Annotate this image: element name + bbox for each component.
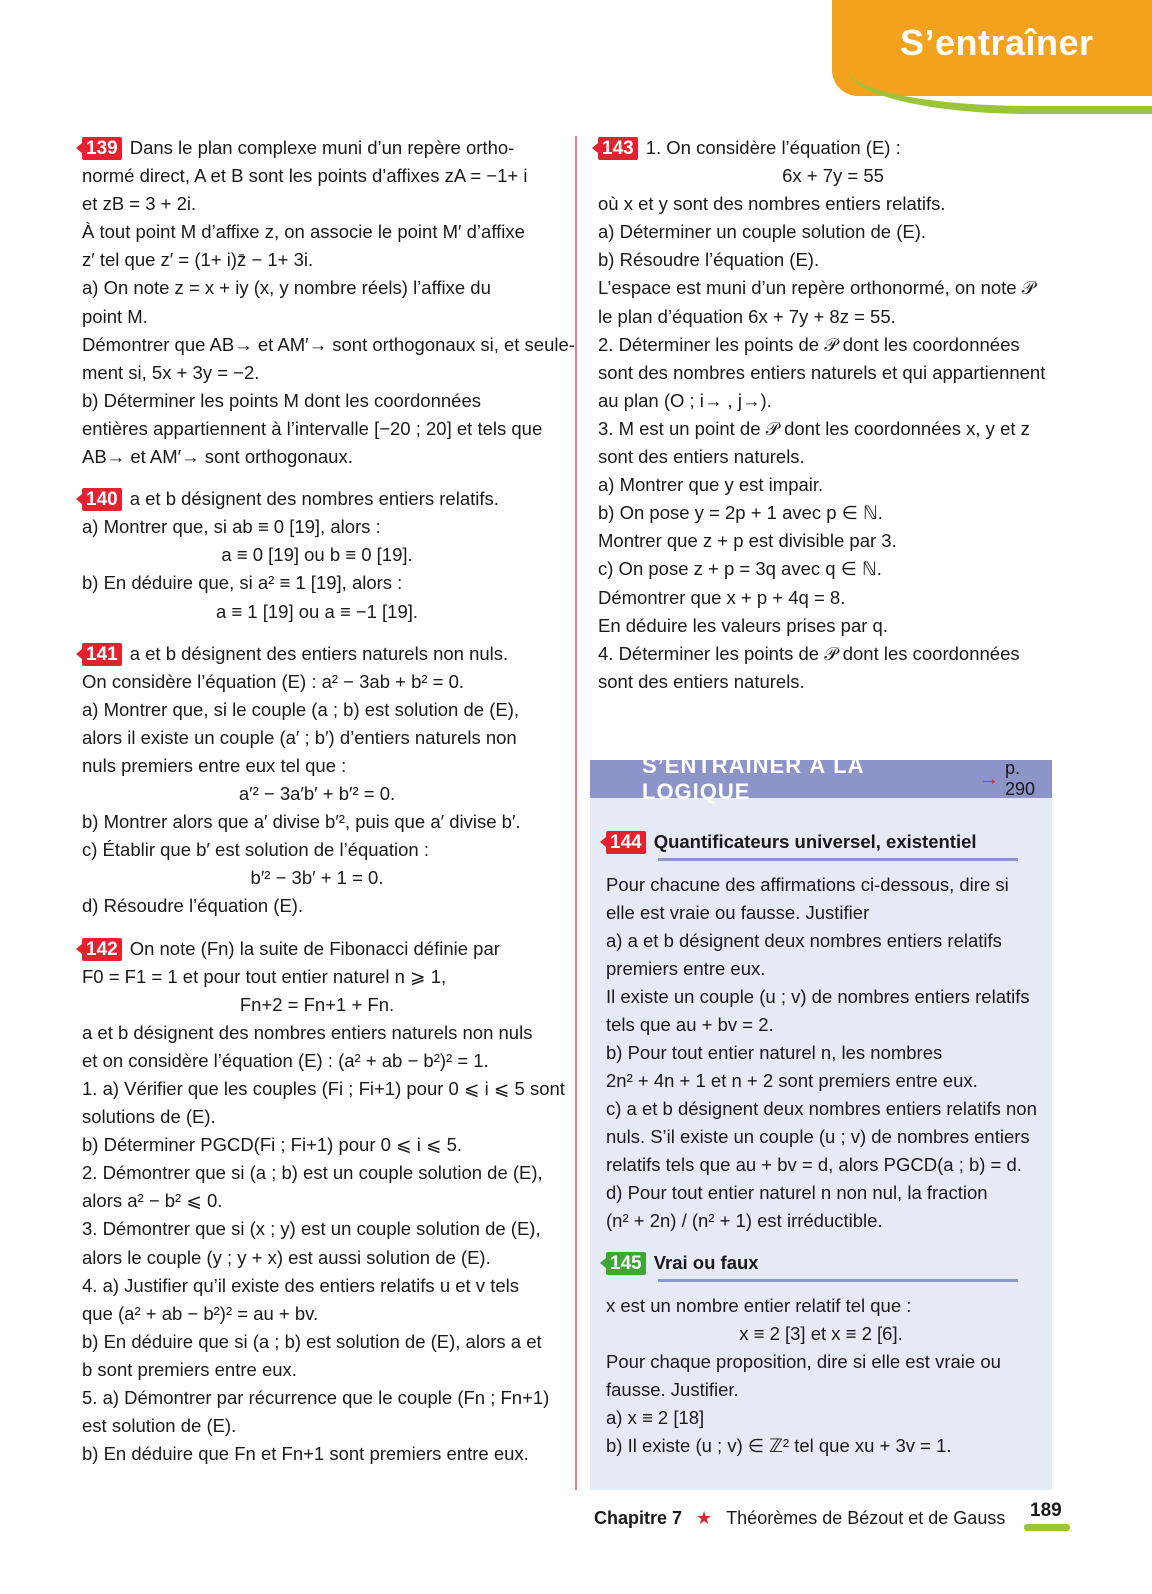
line-text: a) Montrer que, si ab ≡ 0 [19], alors : — [82, 516, 381, 538]
text-line — [606, 955, 1036, 983]
text-line — [606, 1320, 1036, 1348]
text-line — [606, 1432, 1036, 1460]
page-number: 189 — [1030, 1500, 1062, 1521]
text-line — [82, 598, 552, 626]
text-line — [82, 443, 552, 471]
text-line — [82, 1328, 552, 1356]
text-line — [598, 218, 1068, 246]
footer — [594, 1508, 1005, 1529]
text-line — [82, 752, 552, 780]
line-text: On considère l’équation (E) : a² − 3ab + b² = 0. — [82, 670, 465, 692]
text-line — [82, 274, 552, 302]
text-line — [82, 1159, 552, 1187]
line-text: 1. a) Vérifier que les couples (Fi ; Fi+1) pour 0 ⩽ i ⩽ 5 sont — [82, 1078, 565, 1099]
exercise-145 — [606, 1249, 1036, 1460]
text-line — [82, 1244, 552, 1272]
text-line — [606, 1123, 1036, 1151]
text-line — [82, 780, 552, 808]
text-line — [598, 359, 1068, 387]
exercise-number: 142 — [82, 938, 122, 961]
line-text: a) x ≡ 2 [18] — [606, 1407, 705, 1428]
text-line — [598, 443, 1068, 471]
line-text: 2. Déterminer les points de 𝒫 dont les coordonnées — [598, 333, 1020, 355]
text-line — [606, 1067, 1036, 1095]
text-line — [598, 527, 1068, 555]
line-text: a ≡ 1 [19] ou a ≡ −1 [19]. — [215, 600, 419, 622]
logic-box — [590, 753, 1052, 1490]
text-line — [606, 927, 1036, 955]
line-text: Dans le plan complexe muni d’un repère ortho- — [129, 137, 515, 158]
arrow-right-icon: → — [978, 767, 999, 790]
line-text: À tout point M d’affixe z, on associe le point M′ d’affixe — [82, 221, 525, 243]
text-line — [82, 864, 552, 892]
text-line — [606, 1011, 1036, 1039]
left-column — [82, 134, 575, 1482]
footer-title: Théorèmes de Bézout et de Gauss — [726, 1508, 1006, 1528]
text-line — [606, 871, 1036, 899]
line-text: 1. On considère l’équation (E) : — [645, 137, 901, 158]
text-line — [606, 1179, 1036, 1207]
line-text: normé direct, A et B sont les points d’affixes zA = −1+ i — [82, 165, 528, 187]
line-text: b) En déduire que, si a² ≡ 1 [19], alors : — [82, 572, 403, 594]
text-line — [598, 331, 1068, 359]
text-line — [82, 1131, 552, 1159]
text-line — [82, 836, 552, 864]
line-text: b) Résoudre l’équation (E). — [598, 249, 820, 271]
text-line — [598, 415, 1068, 443]
line-text: a) Montrer que y est impair. — [598, 474, 824, 496]
text-line — [598, 274, 1068, 302]
text-line — [82, 134, 552, 162]
line-text: AB→ et AM′→ sont orthogonaux. — [82, 446, 353, 468]
text-line — [606, 1039, 1036, 1067]
line-text: fausse. Justifier. — [606, 1379, 739, 1400]
line-text: b) En déduire que Fn et Fn+1 sont premiers entre eux. — [82, 1443, 529, 1465]
text-line — [82, 892, 552, 920]
line-text: solutions de (E). — [82, 1106, 216, 1128]
text-line — [82, 991, 552, 1019]
line-text: 6x + 7y = 55 — [782, 165, 884, 187]
text-line — [82, 724, 552, 752]
line-text: a) On note z = x + iy (x, y nombre réels) l’affixe du — [82, 277, 491, 299]
text-line — [82, 935, 552, 963]
text-line — [82, 569, 552, 597]
line-text: x est un nombre entier relatif tel que : — [606, 1295, 912, 1316]
text-line — [606, 1207, 1036, 1235]
text-line — [598, 303, 1068, 331]
line-text: ment si, 5x + 3y = −2. — [82, 361, 260, 383]
text-line — [606, 1151, 1036, 1179]
text-line — [606, 983, 1036, 1011]
text-line — [82, 303, 552, 331]
text-line — [82, 331, 575, 359]
text-line — [82, 190, 552, 218]
line-text: b) Montrer alors que a′ divise b′², puis que a′ divise b′. — [82, 811, 521, 833]
line-text: 5. a) Démontrer par récurrence que le couple (Fn ; Fn+1) — [82, 1387, 550, 1409]
line-text: En déduire les valeurs prises par q. — [598, 614, 888, 636]
line-text: z′ tel que z′ = (1+ i)z̄ − 1+ 3i. — [82, 249, 314, 271]
text-line — [598, 162, 1068, 190]
line-text: a) Déterminer un couple solution de (E). — [598, 221, 927, 243]
text-line — [598, 246, 1068, 274]
text-line — [82, 1019, 552, 1047]
column-divider — [575, 136, 577, 1490]
exercise-number: 145 — [606, 1252, 646, 1275]
line-text: On note (Fn) la suite de Fibonacci définie par — [129, 937, 500, 959]
line-text: entières appartiennent à l’intervalle [−20 ; 20] et tels que — [82, 417, 543, 439]
text-line — [82, 1215, 552, 1243]
line-text: c) Établir que b′ est solution de l’équation : — [82, 839, 429, 861]
line-text: et zB = 3 + 2i. — [82, 193, 197, 215]
text-line — [82, 387, 552, 415]
line-text: Fn+2 = Fn+1 + Fn. — [239, 993, 395, 1015]
line-text: alors il existe un couple (a′ ; b′) d’entiers naturels non — [82, 726, 517, 748]
text-line — [606, 1348, 1036, 1376]
line-text: que (a² + ab − b²)² = au + bv. — [82, 1302, 319, 1324]
line-text: nuls premiers entre eux tel que : — [82, 754, 347, 776]
logic-box-title: S’ENTRAÎNER À LA LOGIQUE — [642, 753, 864, 804]
line-text: Il existe un couple (u ; v) de nombres entiers relatifs — [606, 986, 1030, 1007]
line-text: c) a et b désignent deux nombres entiers relatifs non — [606, 1098, 1037, 1119]
exercise-139 — [82, 134, 575, 471]
exercise-title: Quantificateurs universel, existentiel — [653, 831, 977, 852]
line-text: b sont premiers entre eux. — [82, 1358, 297, 1380]
line-text: et on considère l’équation (E) : (a² + ab − b²)² = 1. — [82, 1049, 489, 1071]
line-text: tels que au + bv = 2. — [606, 1014, 774, 1035]
line-text: 4. a) Justifier qu’il existe des entiers relatifs u et v tels — [82, 1274, 519, 1296]
text-line — [82, 1047, 552, 1075]
text-line — [82, 246, 552, 274]
line-text: a et b désignent des entiers naturels non nuls. — [129, 642, 509, 664]
text-line — [598, 555, 1068, 583]
line-text: elle est vraie ou fausse. Justifier — [606, 902, 870, 923]
line-text: L’espace est muni d’un repère orthonormé, on note 𝒫 — [598, 277, 1036, 299]
section-title: S’entraîner — [900, 22, 1094, 63]
text-line — [598, 499, 1068, 527]
text-line — [82, 1440, 552, 1468]
line-text: b) Déterminer PGCD(Fi ; Fi+1) pour 0 ⩽ i ⩽ 5. — [82, 1134, 463, 1156]
line-text: sont des entiers naturels. — [598, 446, 805, 468]
line-text: où x et y sont des nombres entiers relatifs. — [598, 193, 946, 215]
text-line — [598, 387, 1068, 415]
tab-decoration — [848, 70, 1152, 114]
text-line — [598, 612, 1068, 640]
footer-chapter: Chapitre 7 — [594, 1508, 683, 1528]
right-column — [598, 134, 1068, 710]
text-line — [598, 640, 1068, 668]
line-text: a ≡ 0 [19] ou b ≡ 0 [19]. — [221, 544, 413, 566]
line-text: Démontrer que AB→ et AM′→ sont orthogonaux si, et seule- — [82, 333, 575, 355]
text-line — [82, 162, 552, 190]
exercise-number: 140 — [82, 488, 122, 511]
text-line — [598, 471, 1068, 499]
text-line — [82, 963, 552, 991]
line-text: Montrer que z + p est divisible par 3. — [598, 530, 897, 552]
text-line — [82, 808, 552, 836]
text-line — [82, 1300, 552, 1328]
page-reference: p. 290 — [1004, 758, 1036, 799]
text-line — [82, 1384, 552, 1412]
line-text: x ≡ 2 [3] et x ≡ 2 [6]. — [739, 1323, 903, 1344]
line-text: 3. M est un point de 𝒫 dont les coordonnées x, y et z — [598, 417, 1030, 439]
line-text: au plan (O ; i→ , j→). — [598, 389, 772, 411]
line-text: 3. Démontrer que si (x ; y) est un couple solution de (E), — [82, 1218, 541, 1240]
exercise-144 — [606, 828, 1036, 1235]
line-text: c) On pose z + p = 3q avec q ∈ ℕ. — [598, 558, 882, 580]
line-text: est solution de (E). — [82, 1415, 237, 1437]
line-text: b) Pour tout entier naturel n, les nombres — [606, 1042, 943, 1063]
line-text: d) Résoudre l’équation (E). — [82, 895, 304, 917]
exercise-number: 139 — [82, 137, 122, 160]
line-text: le plan d’équation 6x + 7y + 8z = 55. — [598, 305, 896, 327]
line-text: b) On pose y = 2p + 1 avec p ∈ ℕ. — [598, 502, 883, 524]
text-line — [82, 668, 552, 696]
line-text: Pour chacune des affirmations ci-dessous, dire si — [606, 874, 1009, 895]
line-text: Pour chaque proposition, dire si elle est vraie ou — [606, 1351, 1001, 1372]
text-line — [82, 640, 552, 668]
exercise-143 — [598, 134, 1068, 696]
text-line — [606, 1095, 1036, 1123]
line-text: point M. — [82, 305, 148, 327]
exercise-header — [606, 1249, 1036, 1277]
line-text: (n² + 2n) / (n² + 1) est irréductible. — [606, 1210, 883, 1231]
line-text: a′² − 3a′b′ + b′² = 0. — [238, 783, 396, 805]
line-text: a) Montrer que, si le couple (a ; b) est solution de (E), — [82, 698, 520, 720]
text-line — [598, 668, 1068, 696]
exercise-header — [606, 828, 1036, 856]
exercise-140 — [82, 485, 552, 625]
line-text: a) a et b désignent deux nombres entiers relatifs — [606, 930, 1002, 951]
exercise-142 — [82, 935, 565, 1469]
line-text: b′² − 3b′ + 1 = 0. — [250, 867, 384, 889]
line-text: 2n² + 4n + 1 et n + 2 sont premiers entre eux. — [606, 1070, 978, 1091]
line-text: nuls. S’il existe un couple (u ; v) de nombres entiers — [606, 1126, 1030, 1147]
text-line — [598, 190, 1068, 218]
line-text: premiers entre eux. — [606, 958, 766, 979]
line-text: Démontrer que x + p + 4q = 8. — [598, 586, 846, 608]
text-line — [82, 513, 552, 541]
title-underline — [658, 1279, 1018, 1282]
text-line — [606, 899, 1036, 927]
exercise-title: Vrai ou faux — [653, 1252, 759, 1273]
text-line — [606, 1376, 1036, 1404]
text-line — [598, 584, 1068, 612]
text-line — [82, 485, 552, 513]
line-text: sont des nombres entiers naturels et qui appartiennent — [598, 361, 1046, 383]
exercise-number: 143 — [598, 137, 638, 160]
logic-box-header — [590, 753, 1052, 804]
text-line — [82, 541, 552, 569]
text-line — [82, 218, 552, 246]
line-text: a et b désignent des nombres entiers naturels non nuls — [82, 1021, 533, 1043]
line-text: b) Déterminer les points M dont les coordonnées — [82, 389, 481, 411]
line-text: 2. Démontrer que si (a ; b) est un couple solution de (E), — [82, 1162, 543, 1184]
text-line — [82, 1272, 552, 1300]
line-text: relatifs tels que au + bv = d, alors PGCD(a ; b) = d. — [606, 1154, 1022, 1175]
text-line — [598, 134, 1068, 162]
line-text: 4. Déterminer les points de 𝒫 dont les coordonnées — [598, 642, 1020, 664]
text-line — [82, 1103, 552, 1131]
logic-box-body — [590, 798, 1052, 1460]
line-text: a et b désignent des nombres entiers relatifs. — [129, 488, 499, 510]
text-line — [82, 415, 552, 443]
text-line — [606, 1404, 1036, 1432]
text-line — [82, 1075, 565, 1103]
exercise-number: 141 — [82, 643, 122, 666]
line-text: b) Il existe (u ; v) ∈ ℤ² tel que xu + 3v = 1. — [606, 1435, 952, 1456]
text-line — [82, 359, 552, 387]
line-text: sont des entiers naturels. — [598, 670, 805, 692]
star-icon: ★ — [696, 1508, 713, 1528]
line-text: F0 = F1 = 1 et pour tout entier naturel n ⩾ 1, — [82, 965, 447, 987]
line-text: alors a² − b² ⩽ 0. — [82, 1190, 223, 1212]
text-line — [606, 1292, 1036, 1320]
line-text: b) En déduire que si (a ; b) est solution de (E), alors a et — [82, 1330, 542, 1352]
title-underline — [658, 858, 1018, 861]
text-line — [82, 1412, 552, 1440]
line-text: d) Pour tout entier naturel n non nul, la fraction — [606, 1182, 988, 1203]
page-number-underline — [1024, 1524, 1070, 1531]
exercise-number: 144 — [606, 831, 646, 854]
line-text: alors le couple (y ; y + x) est aussi solution de (E). — [82, 1246, 491, 1268]
text-line — [82, 1356, 552, 1384]
text-line — [82, 1187, 552, 1215]
text-line — [82, 696, 552, 724]
exercise-141 — [82, 640, 552, 921]
